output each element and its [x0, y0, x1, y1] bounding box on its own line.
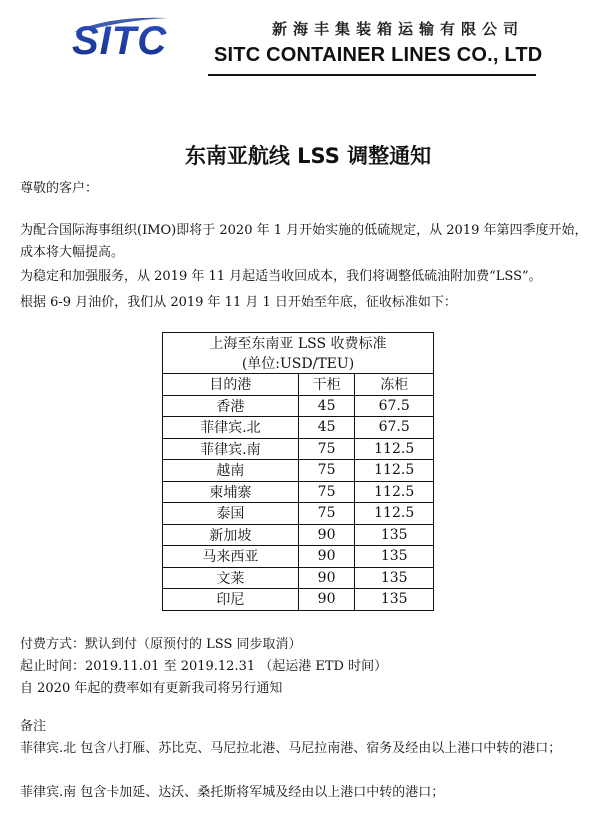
table-row [163, 524, 434, 546]
table-row [163, 395, 434, 417]
dry-rate-cell: 90 [298, 589, 355, 611]
reefer-rate-cell: 112.5 [355, 503, 434, 525]
reefer-rate-cell: 112.5 [355, 460, 434, 482]
lss-rate-table [162, 332, 434, 611]
table-row [163, 481, 434, 503]
paragraph-2: 为稳定和加强服务，从 2019 年 11 月起适当收回成本，我们将调整低硫油附加费“LSS”。 [20, 269, 542, 284]
table-row [163, 589, 434, 611]
table-row [163, 417, 434, 439]
table-row [163, 460, 434, 482]
paragraph-1: 为配合国际海事组织(IMO)即将于 2020 年 1 月开始实施的低硫规定，从 2019 年第四季度开始，成本将大幅提高。 [20, 223, 588, 260]
destination-cell: 香港 [163, 395, 299, 417]
dry-rate-cell: 90 [298, 546, 355, 568]
dry-rate-cell: 45 [298, 417, 355, 439]
destination-cell: 菲律宾.北 [163, 417, 299, 439]
table-unit: (单位:USD/TEU) [163, 353, 434, 374]
dry-rate-cell: 75 [298, 460, 355, 482]
reefer-rate-cell: 67.5 [355, 417, 434, 439]
paragraph-3: 根据 6-9 月油价，我们从 2019 年 11 月 1 日开始至年底，征收标准如下： [20, 295, 457, 310]
reefer-rate-cell: 135 [355, 567, 434, 589]
reefer-rate-cell: 135 [355, 589, 434, 611]
dry-rate-cell: 45 [298, 395, 355, 417]
table-row [163, 546, 434, 568]
destination-cell: 越南 [163, 460, 299, 482]
dry-rate-cell: 75 [298, 481, 355, 503]
header-destination: 目的港 [163, 374, 299, 396]
company-name-cn: 新海丰集装箱运输有限公司 [272, 20, 525, 38]
remark-philippines-north: 菲律宾.北 包含八打雁、苏比克、马尼拉北港、马尼拉南港、宿务及经由以上港口中转的港口； [20, 741, 562, 756]
future-rate-notice: 自 2020 年起的费率如有更新我司将另行通知 [20, 681, 283, 696]
payment-method: 付费方式：默认到付（原预付的 LSS 同步取消） [20, 637, 302, 652]
destination-cell: 马来西亚 [163, 546, 299, 568]
header-dry: 干柜 [298, 374, 355, 396]
destination-cell: 文莱 [163, 567, 299, 589]
dry-rate-cell: 90 [298, 567, 355, 589]
destination-cell: 新加坡 [163, 524, 299, 546]
reefer-rate-cell: 67.5 [355, 395, 434, 417]
destination-cell: 印尼 [163, 589, 299, 611]
table-row [163, 438, 434, 460]
greeting: 尊敬的客户： [20, 181, 99, 196]
destination-cell: 泰国 [163, 503, 299, 525]
reefer-rate-cell: 135 [355, 546, 434, 568]
destination-cell: 柬埔寨 [163, 481, 299, 503]
reefer-rate-cell: 112.5 [355, 438, 434, 460]
sitc-logo [68, 6, 214, 62]
letterhead [0, 0, 616, 110]
destination-cell: 菲律宾.南 [163, 438, 299, 460]
header-reefer: 冻柜 [355, 374, 434, 396]
remark-philippines-south: 菲律宾.南 包含卡加延、达沃、桑托斯将军城及经由以上港口中转的港口； [20, 785, 445, 800]
logo-text: SITC [72, 19, 168, 62]
remarks-title: 备注 [20, 719, 47, 734]
table-caption: 上海至东南亚 LSS 收费标准 [163, 333, 434, 354]
header-divider [208, 74, 536, 76]
table-row [163, 567, 434, 589]
reefer-rate-cell: 112.5 [355, 481, 434, 503]
company-name-en: SITC CONTAINER LINES CO., LTD [214, 44, 543, 66]
dry-rate-cell: 75 [298, 438, 355, 460]
table-header-row [163, 374, 434, 396]
dry-rate-cell: 90 [298, 524, 355, 546]
reefer-rate-cell: 135 [355, 524, 434, 546]
valid-period: 起止时间：2019.11.01 至 2019.12.31 （起运港 ETD 时间） [20, 659, 388, 674]
table-row [163, 503, 434, 525]
dry-rate-cell: 75 [298, 503, 355, 525]
notice-title: 东南亚航线 LSS 调整通知 [184, 144, 432, 168]
